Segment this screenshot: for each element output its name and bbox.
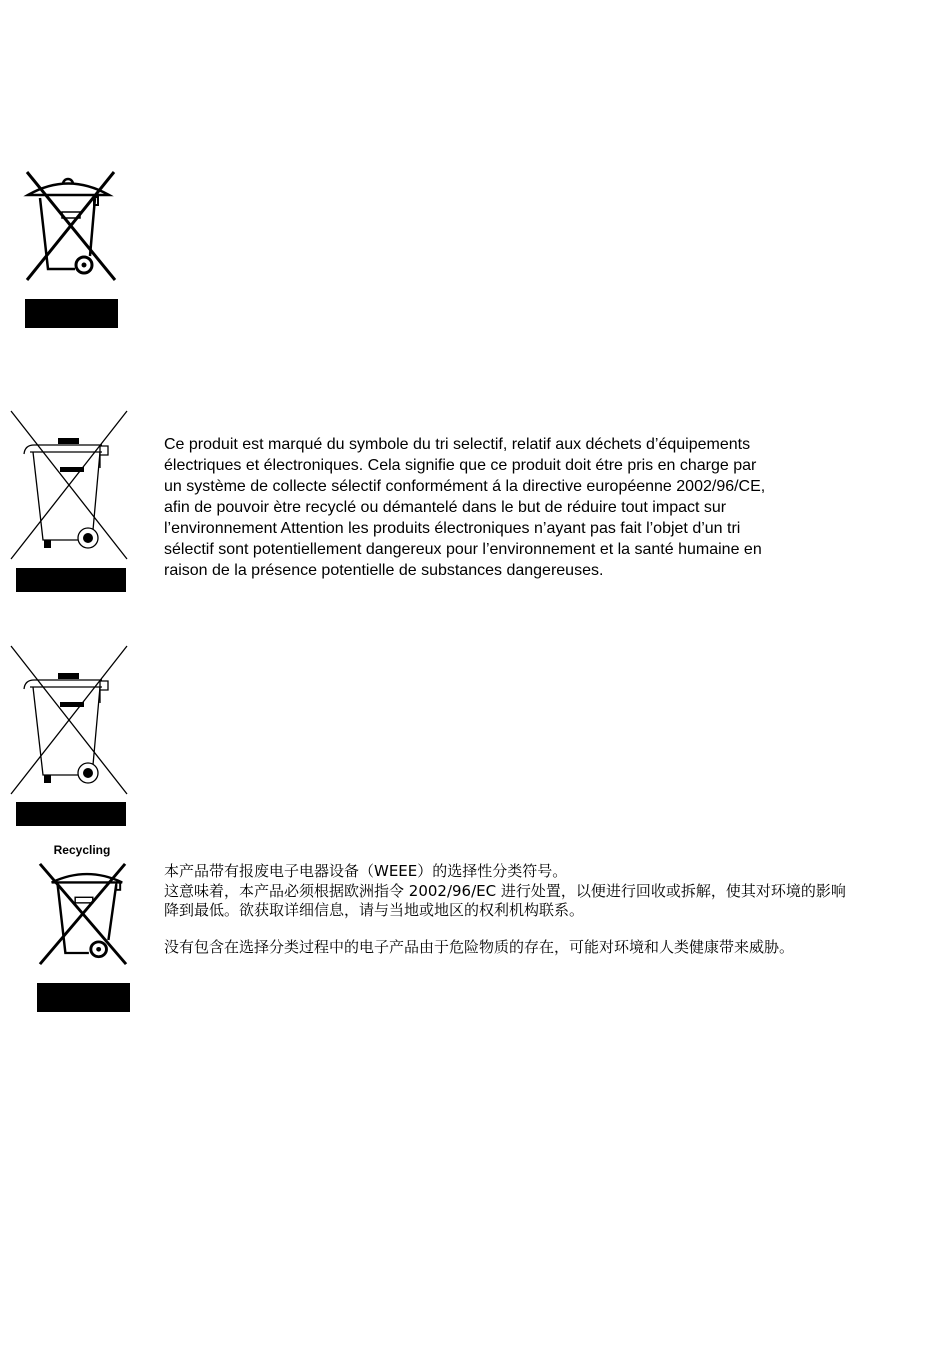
bin-wheel-hub	[83, 768, 93, 778]
notice-line: sélectif sont potentiellement dangereux pour l’environnement et la santé humaine en	[164, 541, 762, 558]
black-bar	[16, 802, 126, 826]
bin-side-handle	[100, 446, 108, 468]
crossed-out-wheelie-bin-icon	[25, 170, 117, 282]
crossed-out-wheelie-bin-icon	[10, 410, 128, 560]
black-bar	[37, 983, 130, 1012]
bin-lid	[24, 680, 102, 689]
chinese-weee-notice	[164, 862, 944, 957]
notice-line: un système de collecte sélectif conformément á la directive européenne 2002/96/CE,	[164, 478, 766, 495]
notice-line: Ce produit est marqué du symbole du tri selectif, relatif aux déchets d’équipements	[164, 436, 751, 453]
recycling-label: Recycling	[53, 843, 111, 857]
bin-label	[60, 467, 84, 472]
bin-body	[30, 452, 102, 540]
notice-line: électriques et électroniques. Cela signifie que ce produit doit étre pris en charge par	[164, 457, 757, 474]
bin-lid-handle	[58, 438, 79, 444]
notice-line: 降到最低。欲获取详细信息，请与当地或地区的权利机构联系。	[164, 901, 585, 919]
bin-label	[60, 702, 84, 707]
crossed-out-wheelie-bin-icon	[38, 862, 128, 966]
bin-side-handle	[100, 681, 108, 703]
notice-line: l’environnement Attention les produits électroniques n’ayant pas fait l’objet d’un tri	[164, 520, 741, 537]
bin-foot	[44, 775, 51, 783]
notice-paragraph	[164, 938, 944, 958]
notice-line: 没有包含在选择分类过程中的电子产品由于危险物质的存在，可能对环境和人类健康带来威胁。	[164, 937, 795, 956]
bin-wheel-hub	[96, 947, 101, 952]
bin-body	[30, 687, 102, 775]
black-bar	[16, 568, 126, 592]
black-bar	[25, 299, 118, 328]
notice-paragraph	[164, 862, 944, 921]
notice-line: raison de la présence potentielle de substances dangereuses.	[164, 562, 604, 579]
bin-lid-handle	[58, 673, 79, 679]
bin-foot	[44, 540, 51, 548]
notice-line: afin de pouvoir ètre recyclé ou démantelé dans le but de réduire tout impact sur	[164, 499, 727, 516]
french-weee-notice	[164, 434, 934, 581]
crossed-out-wheelie-bin-icon	[10, 645, 128, 795]
bin-wheel-hub	[83, 533, 93, 543]
notice-line: 本产品带有报废电子电器设备（WEEE）的选择性分类符号。	[164, 862, 568, 880]
bin-label	[75, 897, 93, 903]
bin-wheel-hub	[82, 263, 87, 268]
notice-line: 这意味着，本产品必须根据欧洲指令 2002/96/EC 进行处置，以便进行回收或拆解，使其对环境的影响	[164, 881, 846, 900]
